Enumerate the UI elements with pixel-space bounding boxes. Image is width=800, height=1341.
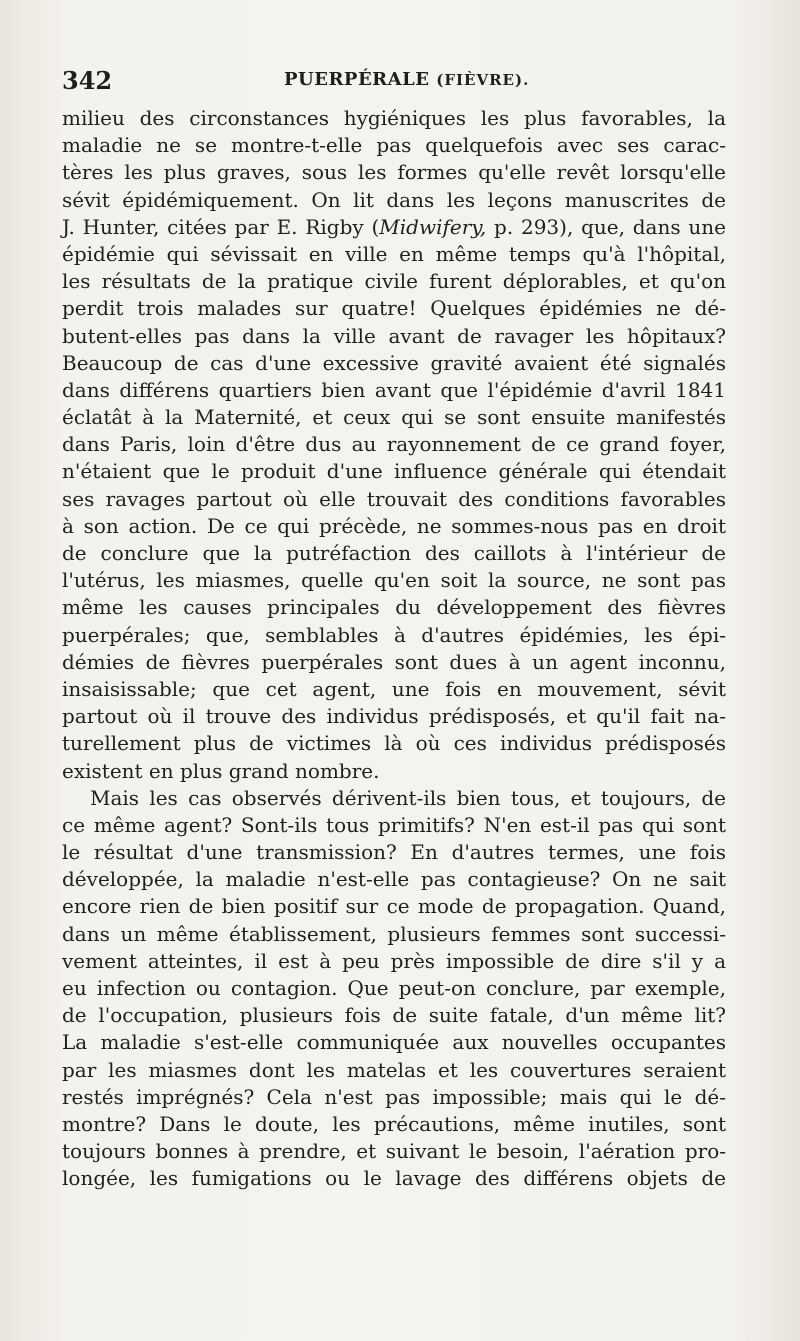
running-head-title: PUERPÉRALE xyxy=(284,69,430,90)
text-line: Mais les cas observés dérivent-ils bien tous, et toujours, de xyxy=(90,785,726,810)
text-line: eu infection ou contagion. Que peut-on conclure, par exemple, xyxy=(62,976,726,1000)
running-head-subtitle: (FIÈVRE). xyxy=(436,71,530,89)
text-line: insaisissable; que cet agent, une fois en mouvement, sévit xyxy=(62,676,726,701)
page-header xyxy=(62,66,727,100)
text-line: longée, les fumigations ou le lavage des différens objets de xyxy=(62,1166,726,1191)
text-line: puerpérales; que, semblables à d'autres épidémies, les épi- xyxy=(62,622,726,647)
paragraph-2 xyxy=(62,785,726,1193)
text-line: dans différens quartiers bien avant que l'épidémie d'avril 1841 xyxy=(62,377,726,402)
text-line: milieu des circonstances hygiéniques les plus favorables, la xyxy=(62,106,726,130)
text-line: maladie ne se montre-t-elle pas quelquefois avec ses carac- xyxy=(62,133,726,158)
text-line: encore rien de bien positif sur ce mode de propagation. Quand, xyxy=(62,894,726,919)
text-line: butent-elles pas dans la ville avant de ravager les hôpitaux? xyxy=(62,323,726,348)
text-line: à son action. De ce qui précède, ne sommes-nous pas en droit xyxy=(62,513,726,538)
paragraph-1 xyxy=(62,105,726,785)
text-line: démies de fièvres puerpérales sont dues à un agent inconnu, xyxy=(62,649,726,674)
text-line: toujours bonnes à prendre, et suivant le besoin, l'aération pro- xyxy=(62,1139,726,1164)
text-line: de conclure que la putréfaction des caillots à l'intérieur de xyxy=(62,541,726,565)
text-line: sévit épidémiquement. On lit dans les leçons manuscrites de xyxy=(62,187,726,212)
text-fragment: p. 293), que, dans une xyxy=(486,214,726,239)
text-line: développée, la maladie n'est-elle pas contagieuse? On ne sait xyxy=(62,867,726,892)
text-line: montre? Dans le doute, les précautions, même inutiles, sont xyxy=(62,1111,726,1136)
text-line: même les causes principales du développement des fièvres xyxy=(62,595,726,620)
text-line: partout où il trouve des individus prédisposés, et qu'il fait na- xyxy=(62,704,726,729)
text-line: épidémie qui sévissait en ville en même temps qu'à l'hôpital, xyxy=(62,241,726,266)
text-line xyxy=(62,214,726,241)
text-line: dans Paris, loin d'être dus au rayonnement de ce grand foyer, xyxy=(62,432,726,457)
text-line: par les miasmes dont les matelas et les couvertures seraient xyxy=(62,1057,726,1082)
text-line: vement atteintes, il est à peu près impossible de dire s'il y a xyxy=(62,948,726,973)
text-line: perdit trois malades sur quatre! Quelques épidémies ne dé- xyxy=(62,296,726,321)
text-line: Beaucoup de cas d'une excessive gravité avaient été signalés xyxy=(62,350,726,375)
text-line: ses ravages partout où elle trouvait des conditions favorables xyxy=(62,486,726,511)
text-line: tères les plus graves, sous les formes qu'elle revêt lorsqu'elle xyxy=(62,160,726,185)
citation-title: Midwifery, xyxy=(379,214,487,239)
text-line: dans un même établissement, plusieurs femmes sont successi- xyxy=(62,921,726,946)
text-line: n'étaient que le produit d'une influence générale qui étendait xyxy=(62,459,726,484)
page-number: 342 xyxy=(62,66,113,95)
text-line: le résultat d'une transmission? En d'autres termes, une fois xyxy=(62,840,726,865)
text-line: restés imprégnés? Cela n'est pas impossible; mais qui le dé- xyxy=(62,1084,726,1109)
text-line: de l'occupation, plusieurs fois de suite fatale, d'un même lit? xyxy=(62,1003,726,1028)
running-head xyxy=(284,69,529,90)
body-text xyxy=(62,105,726,1193)
text-line: les résultats de la pratique civile furent déplorables, et qu'on xyxy=(62,269,726,294)
text-line: l'utérus, les miasmes, quelle qu'en soit la source, ne sont pas xyxy=(62,568,726,593)
text-line: La maladie s'est-elle communiquée aux nouvelles occupantes xyxy=(62,1030,726,1055)
text-line: éclatât à la Maternité, et ceux qui se sont ensuite manifestés xyxy=(62,405,726,430)
text-line: ce même agent? Sont-ils tous primitifs? N'en est-il pas qui sont xyxy=(62,812,726,837)
text-line: existent en plus grand nombre. xyxy=(62,758,380,783)
text-line: turellement plus de victimes là où ces individus prédisposés xyxy=(62,731,726,756)
text-fragment: J. Hunter, citées par E. Rigby ( xyxy=(62,214,380,239)
